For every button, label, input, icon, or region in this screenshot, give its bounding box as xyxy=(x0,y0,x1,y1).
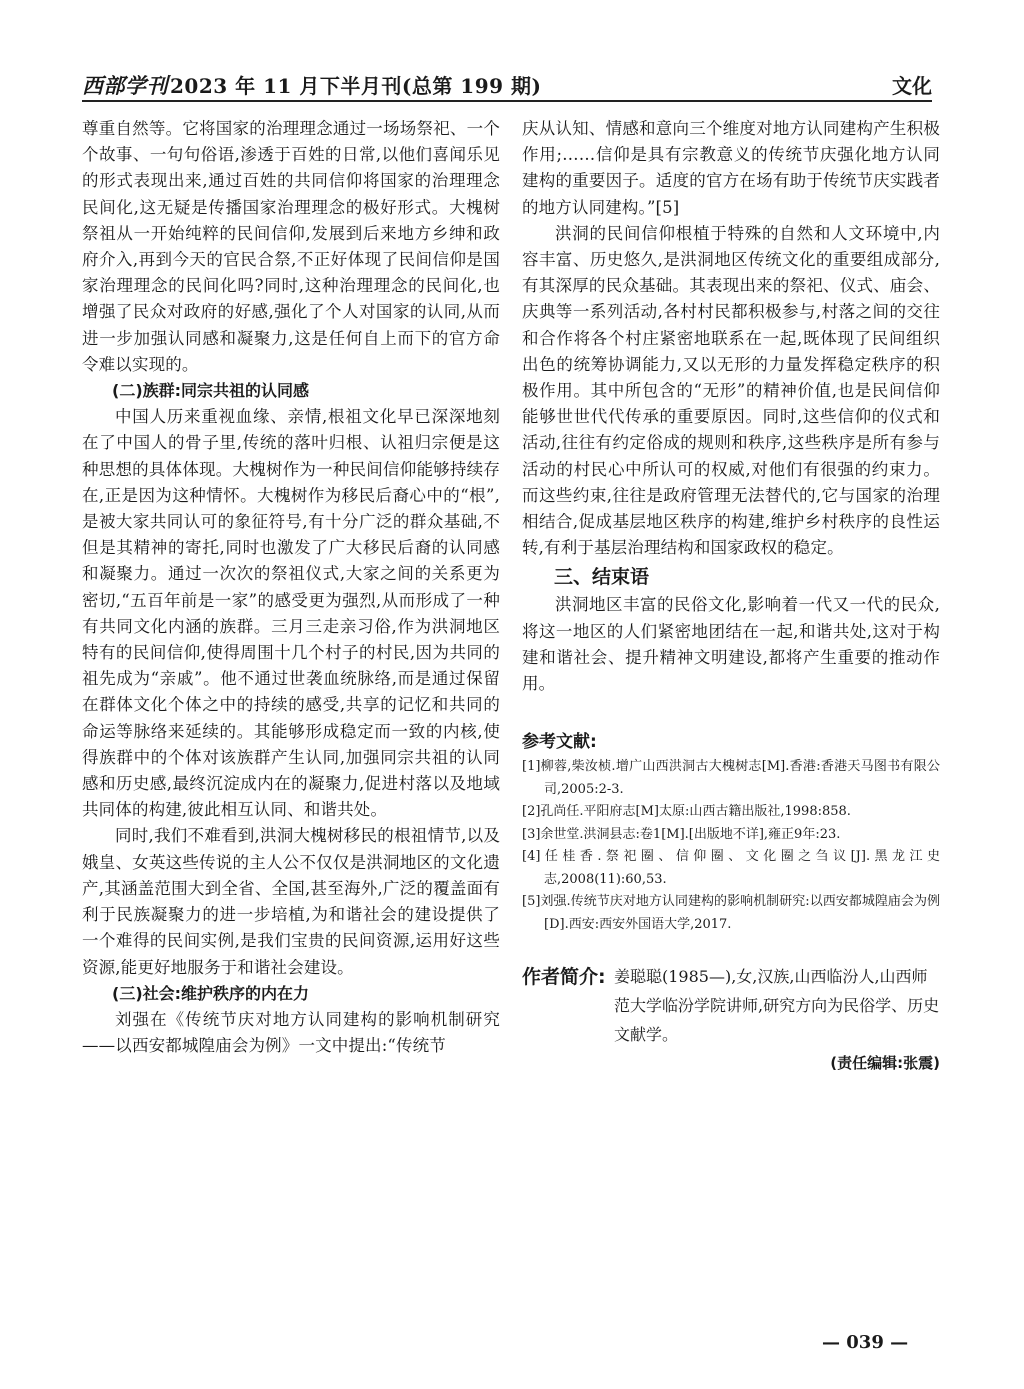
section-name: 文化 xyxy=(892,74,932,98)
header-divider xyxy=(82,100,932,102)
author-bio-label: 作者简介: xyxy=(522,966,606,989)
author-bio xyxy=(522,962,940,1049)
reference-item: [5]刘强.传统节庆对地方认同建构的影响机制研究:以西安都城隍庙会为例[D].西安:西安外国语大学,2017. xyxy=(522,894,940,932)
page-number: — 039 — xyxy=(822,1332,909,1353)
responsible-editor: (责任编辑:张震) xyxy=(830,1054,940,1073)
left-column xyxy=(82,116,500,1059)
paragraph: 洪洞的民间信仰根植于特殊的自然和人文环境中,内容丰富、历史悠久,是洪洞地区传统文化的重要组成部分,有其深厚的民众基础。其表现出来的祭祀、仪式、庙会、庆典等一系列活动,各村村民都积极参与,村落之间的交往和合作将各个村庄紧密地联系在一起,既体现了民间组织出色的统筹协调能力,又以无形的力量发挥稳定秩序的积极作用。其中所包含的“无形”的精神价值,也是民间信仰能够世世代代传承的重要原因。同时,这些信仰的仪式和活动,往往有约定俗成的规则和秩序,这些秩序是所有参与活动的村民心中所认可的权威,对他们有很强的约束力。而这些约束,往往是政府管理无法替代的,它与国家的治理相结合,促成基层地区秩序的构建,维护乡村秩序的良性运转,有利于基层治理结构和国家政权的稳定。 xyxy=(522,223,940,558)
paragraph: 尊重自然等。它将国家的治理理念通过一场场祭祀、一个个故事、一句句俗语,渗透于百姓的日常,以他们喜闻乐见的形式表现出来,通过百姓的共同信仰将国家的治理理念民间化,这无疑是传播国家治理理念的极好形式。大槐树祭祖从一开始纯粹的民间信仰,发展到后来地方乡绅和政府介入,再到今天的官民合祭,不正好体现了民间信仰是国家治理理念的民间化吗?同时,这种治理理念的民间化,也增强了民众对政府的好感,强化了个人对国家的认同,从而进一步加强认同感和凝聚力,这是任何自上而下的官方命令难以实现的。 xyxy=(82,119,500,374)
running-header xyxy=(82,66,932,98)
subsection-heading: (三)社会:维护秩序的内在力 xyxy=(112,983,310,1003)
paragraph: 中国人历来重视血缘、亲情,根祖文化早已深深地刻在了中国人的骨子里,传统的落叶归根、认祖归宗便是这种思想的具体体现。大槐树作为一种民间信仰能够持续存在,正是因为这种情怀。大槐树作为移民后裔心中的“根”,是被大家共同认可的象征符号,有十分广泛的群众基础,不但是其精神的寄托,同时也激发了广大移民后裔的认同感和凝聚力。通过一次次的祭祖仪式,大家之间的关系更为密切,“五百年前是一家”的感受更为强烈,从而形成了一种有共同文化内涵的族群。三月三走亲习俗,作为洪洞地区特有的民间信仰,使得周围十几个村子的村民,因为共同的祖先成为“亲戚”。他不通过世袭血统脉络,而是通过保留在群体文化个体之中的持续的感受,共享的记忆和共同的命运等脉络来延续的。其能够形成稳定而一致的内核,使得族群中的个体对该族群产生认同,加强同宗共祖的认同感和历史感,最终沉淀成内在的凝聚力,促进村落以及地域共同体的构建,彼此相互认同、和谐共处。 xyxy=(82,407,500,820)
reference-item: [4]任桂香.祭祀圈、信仰圈、文化圈之刍议[J].黑龙江史志,2008(11):60,53. xyxy=(522,849,940,887)
section-heading: 三、结束语 xyxy=(554,566,650,589)
reference-item: [2]孔尚任.平阳府志[M]太原:山西古籍出版社,1998:858. xyxy=(522,804,851,820)
journal-issue-line xyxy=(82,70,541,100)
journal-logo: 西部学刊 xyxy=(82,74,168,98)
author-bio-text: 姜聪聪(1985—),女,汉族,山西临汾人,山西师范大学临汾学院讲师,研究方向为民俗学、历史文献学。 xyxy=(614,967,940,1045)
reference-item: [3]余世堂.洪洞县志:卷1[M].[出版地不详],雍正9年:23. xyxy=(522,826,841,842)
reference-item: [1]柳蓉,柴汝桢.增广山西洪洞古大槐树志[M].香港:香港天马图书有限公司,2005:2-3. xyxy=(522,759,940,797)
references-heading: 参考文献: xyxy=(522,732,597,753)
issue-info: 2023 年 11 月下半月刊(总第 199 期) xyxy=(170,74,542,98)
reference-list xyxy=(522,756,940,936)
paragraph: 刘强在《传统节庆对地方认同建构的影响机制研究——以西安都城隍庙会为例》一文中提出:“传统节 xyxy=(82,1009,500,1056)
paragraph: 同时,我们不难看到,洪洞大槐树移民的根祖情节,以及娥皇、女英这些传说的主人公不仅仅是洪洞地区的文化遗产,其涵盖范围大到全省、全国,甚至海外,广泛的覆盖面有利于民族凝聚力的进一步培植,为和谐社会的建设提供了一个难得的民间实例,是我们宝贵的民间资源,运用好这些资源,能更好地服务于和谐社会建设。 xyxy=(82,826,500,977)
paragraph: 洪洞地区丰富的民俗文化,影响着一代又一代的民众,将这一地区的人们紧密地团结在一起,和谐共处,这对于构建和谐社会、提升精神文明建设,都将产生重要的推动作用。 xyxy=(522,595,940,694)
right-column xyxy=(522,116,940,1073)
subsection-heading: (二)族群:同宗共祖的认同感 xyxy=(112,381,310,401)
paragraph: 庆从认知、情感和意向三个维度对地方认同建构产生积极作用;……信仰是具有宗教意义的传统节庆强化地方认同建构的重要因子。适度的官方在场有助于传统节庆实践者的地方认同建构。”[5] xyxy=(522,119,940,217)
